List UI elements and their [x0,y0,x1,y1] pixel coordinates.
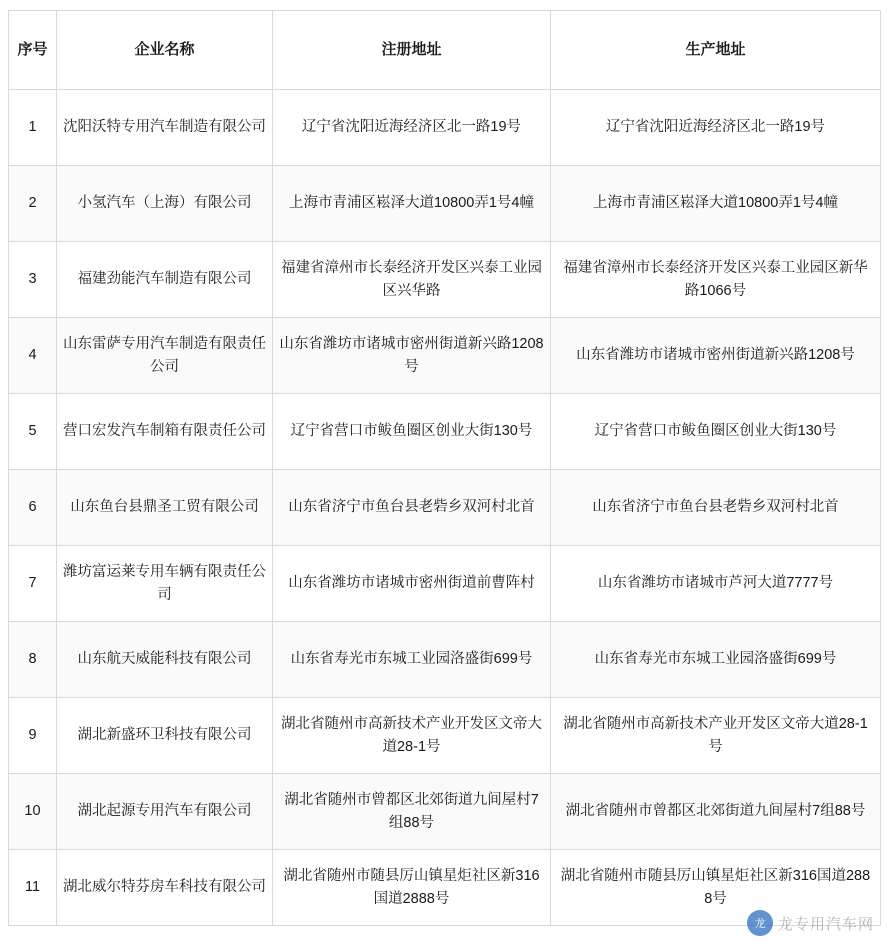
table-row [9,166,881,242]
cell-company: 山东航天威能科技有限公司 [57,622,273,698]
cell-company: 小氢汽车（上海）有限公司 [57,166,273,242]
cell-registered-address: 辽宁省营口市鲅鱼圈区创业大街130号 [273,394,551,470]
cell-index: 8 [9,622,57,698]
cell-index: 6 [9,470,57,546]
cell-registered-address: 山东省潍坊市诸城市密州街道新兴路1208号 [273,318,551,394]
cell-index: 7 [9,546,57,622]
table-row [9,318,881,394]
cell-company: 沈阳沃特专用汽车制造有限公司 [57,90,273,166]
cell-company: 潍坊富运莱专用车辆有限责任公司 [57,546,273,622]
cell-company: 湖北新盛环卫科技有限公司 [57,698,273,774]
cell-production-address: 湖北省随州市随县厉山镇星炬社区新316国道2888号 [551,850,881,926]
table-row [9,546,881,622]
cell-index: 4 [9,318,57,394]
cell-index: 11 [9,850,57,926]
table-row [9,698,881,774]
table-header-row [9,11,881,90]
cell-registered-address: 山东省寿光市东城工业园洛盛街699号 [273,622,551,698]
cell-index: 9 [9,698,57,774]
table-row [9,774,881,850]
table-row [9,242,881,318]
cell-index: 5 [9,394,57,470]
cell-registered-address: 上海市青浦区崧泽大道10800弄1号4幢 [273,166,551,242]
column-header-production-address: 生产地址 [551,11,881,90]
cell-company: 山东雷萨专用汽车制造有限责任公司 [57,318,273,394]
cell-production-address: 上海市青浦区崧泽大道10800弄1号4幢 [551,166,881,242]
table-row [9,622,881,698]
cell-production-address: 湖北省随州市曾都区北郊街道九间屋村7组88号 [551,774,881,850]
cell-production-address: 山东省潍坊市诸城市密州街道新兴路1208号 [551,318,881,394]
cell-production-address: 湖北省随州市高新技术产业开发区文帝大道28-1号 [551,698,881,774]
cell-company: 湖北起源专用汽车有限公司 [57,774,273,850]
company-table [8,10,881,926]
cell-production-address: 辽宁省沈阳近海经济区北一路19号 [551,90,881,166]
watermark-label: 龙专用汽车网 [777,915,874,933]
cell-index: 10 [9,774,57,850]
cell-registered-address: 湖北省随州市随县厉山镇星炬社区新316国道2888号 [273,850,551,926]
cell-production-address: 福建省漳州市长泰经济开发区兴泰工业园区新华路1066号 [551,242,881,318]
cell-registered-address: 辽宁省沈阳近海经济区北一路19号 [273,90,551,166]
table-header [9,11,881,90]
cell-registered-address: 湖北省随州市高新技术产业开发区文帝大道28-1号 [273,698,551,774]
cell-index: 3 [9,242,57,318]
column-header-registered-address: 注册地址 [273,11,551,90]
table-row [9,470,881,546]
column-header-index: 序号 [9,11,57,90]
cell-company: 山东鱼台县鼎圣工贸有限公司 [57,470,273,546]
cell-production-address: 辽宁省营口市鲅鱼圈区创业大街130号 [551,394,881,470]
cell-registered-address: 福建省漳州市长泰经济开发区兴泰工业园区兴华路 [273,242,551,318]
cell-index: 2 [9,166,57,242]
column-header-company: 企业名称 [57,11,273,90]
cell-production-address: 山东省济宁市鱼台县老砦乡双河村北首 [551,470,881,546]
table-row [9,394,881,470]
table-row [9,850,881,926]
table-body [9,90,881,926]
cell-registered-address: 山东省济宁市鱼台县老砦乡双河村北首 [273,470,551,546]
cell-production-address: 山东省寿光市东城工业园洛盛街699号 [551,622,881,698]
cell-company: 营口宏发汽车制箱有限责任公司 [57,394,273,470]
table-row [9,90,881,166]
cell-registered-address: 山东省潍坊市诸城市密州街道前曹阵村 [273,546,551,622]
cell-registered-address: 湖北省随州市曾都区北郊街道九间屋村7组88号 [273,774,551,850]
cell-company: 福建劲能汽车制造有限公司 [57,242,273,318]
cell-production-address: 山东省潍坊市诸城市芦河大道7777号 [551,546,881,622]
watermark-logo-icon: 龙 [747,910,773,936]
cell-index: 1 [9,90,57,166]
cell-company: 湖北威尔特芬房车科技有限公司 [57,850,273,926]
